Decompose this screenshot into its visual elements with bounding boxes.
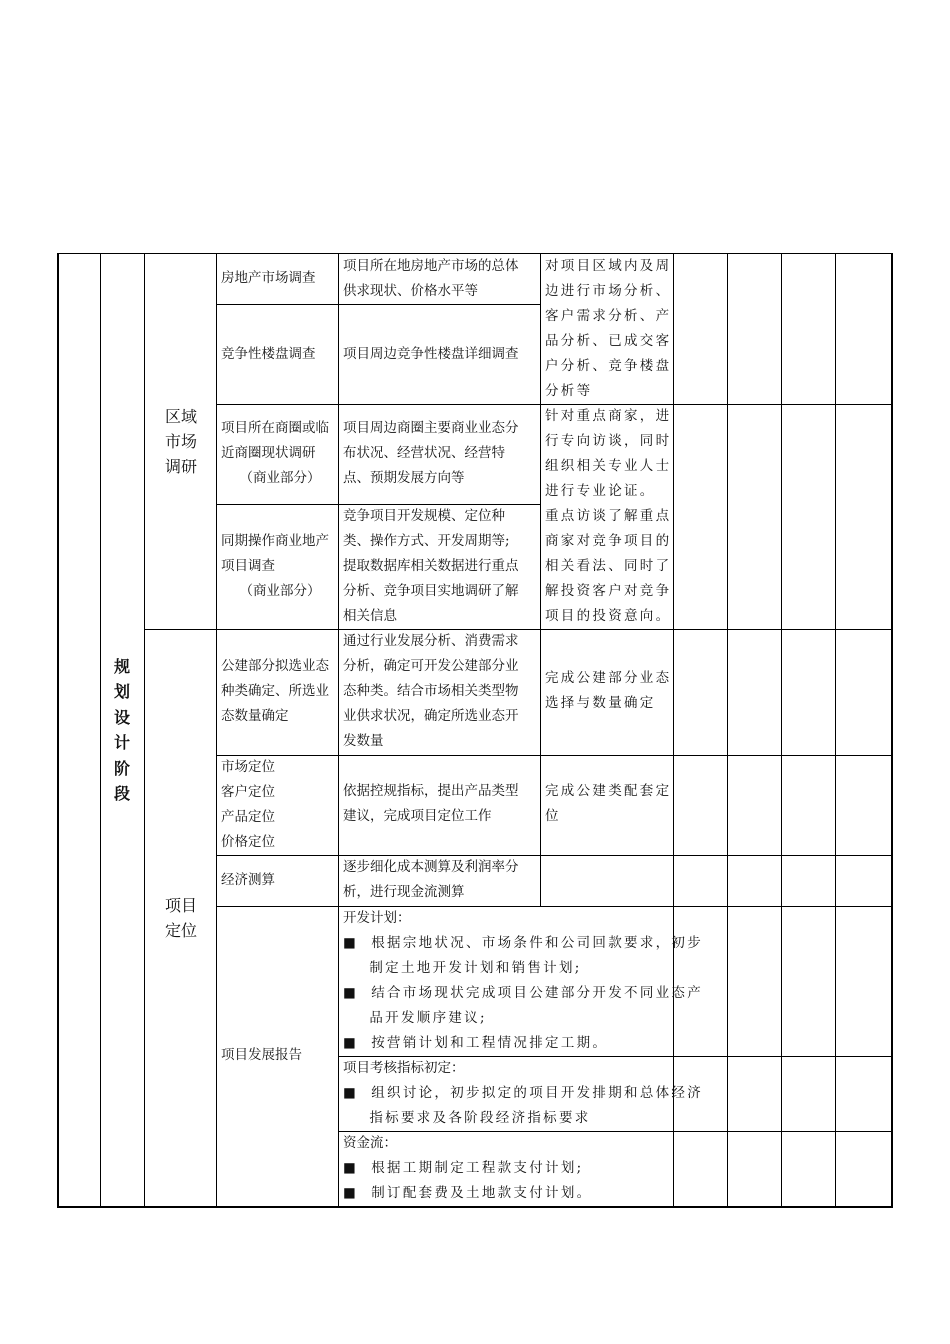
col-line [338,253,339,1206]
table-border-bottom [57,1206,893,1208]
content-cell: 项目周边竞争性楼盘详细调查 [343,346,519,362]
item-cell: 项目发展报告 [221,1047,302,1063]
content-cell: 项目所在地房地产市场的总体 供求现状、价格水平等 [343,258,519,299]
dev-plan-title: 开发计划： [343,910,411,926]
item-cell: 竞争性楼盘调查 [221,346,316,362]
content-cell: 依据控规指标，提出产品类型 建议，完成项目定位工作 [343,783,519,824]
row-line [216,755,893,756]
cashflow-cell: 资金流： ■ 根据工期制定工程款支付计划; ■ 制订配套费及土地款支付计划。 [343,1131,592,1206]
kpi-title: 项目考核指标初定： [343,1060,465,1076]
table-border-right [891,253,893,1208]
item-cell: 市场定位 客户定位 产品定位 价格定位 [221,759,275,850]
col-line [100,253,101,1206]
cashflow-title: 资金流： [343,1135,397,1151]
stage-label: 规 划 设 计 阶 段 [113,657,130,804]
col-line [144,253,145,1206]
item-cell: 公建部分拟选业态 种类确定、所选业 态数量确定 [221,658,329,724]
row-line [144,629,893,630]
row-line [216,304,541,305]
content-cell: 竞争项目开发规模、定位种 类、操作方式、开发周期等; 提取数据库相关数据进行重点 分析、竞争项目实地调研了解 相关信息 [343,508,519,624]
col-line [781,253,782,1206]
kpi-cell: 项目考核指标初定： ■ 组织讨论，初步拟定的项目开发排期和总体经济 指标要求及各阶段经济指标要求 [343,1056,703,1131]
item-cell: 房地产市场调查 [221,270,316,286]
item-cell: 经济测算 [221,872,275,888]
category-positioning: 项目 定位 [165,896,198,940]
output-cell: 对项目区域内及周 边进行市场分析、 客户需求分析、产 品分析、已成交客 户分析、竞争楼盘 分析等 [545,258,672,399]
output-cell: 完成公建部分业态 选择与数量确定 [545,670,672,711]
category-region: 区域 市场 调研 [165,407,198,476]
output-cell: 重点访谈了解重点 商家对竞争项目的 相关看法、同时了 解投资客户对竞争 项目的投资意向。 [545,508,672,624]
content-cell: 项目周边商圈主要商业业态分 布状况、经营状况、经营特 点、预期发展方向等 [343,420,519,486]
col-line [835,253,836,1206]
col-line [540,253,541,906]
col-line [216,253,217,1206]
output-cell: 针对重点商家，进 行专向访谈，同时 组织相关专业人士 进行专业论证。 [545,408,672,499]
table-border-left [57,253,59,1208]
col-line [727,253,728,1206]
row-line [216,855,893,856]
output-cell: 完成公建类配套定 位 [545,783,672,824]
content-cell: 逐步细化成本测算及利润率分 析，进行现金流测算 [343,859,519,900]
content-cell: 通过行业发展分析、消费需求 分析，确定可开发公建部分业 态种类。结合市场相关类型物 业供求状况，确定所选业态开 发数量 [343,633,519,749]
item-cell: 同期操作商业地产 项目调查 （商业部分） [221,533,329,599]
item-cell: 项目所在商圈或临 近商圈现状调研 （商业部分） [221,420,329,486]
dev-plan-cell: 开发计划： ■ 根据宗地状况、市场条件和公司回款要求，初步 制定土地开发计划和销售计划; ■ 结合市场现状完成项目公建部分开发不同业态产 品开发顺序建议; ■ 按营销计划和工程情况排定工期。 [343,906,703,1056]
